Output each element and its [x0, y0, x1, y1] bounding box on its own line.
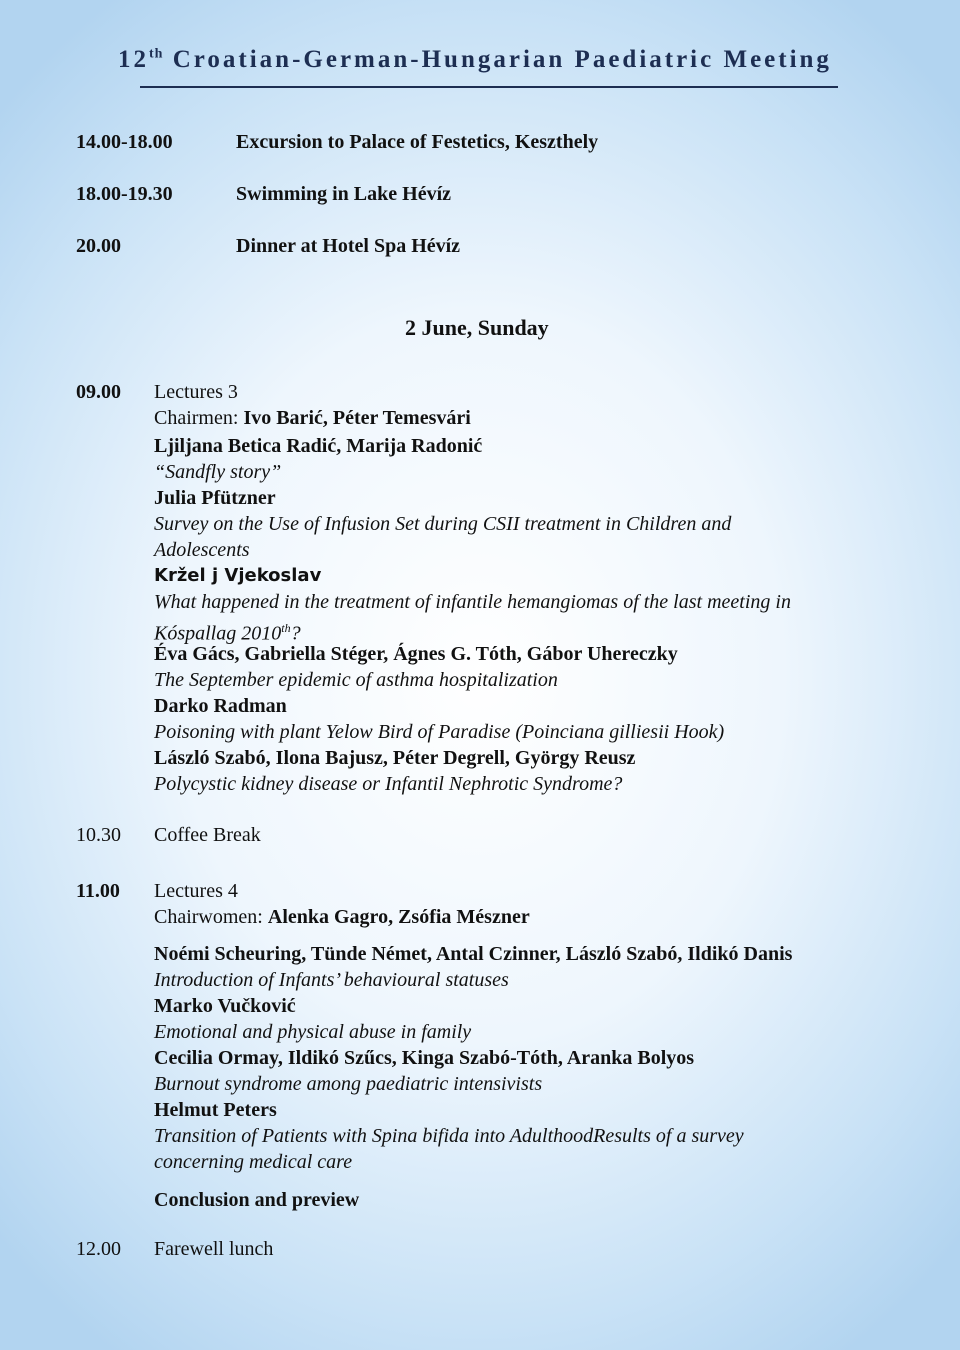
session3-chairs	[154, 406, 471, 430]
talk-title: Transition of Patients with Spina bifida into AdulthoodResults of a survey	[154, 1125, 744, 1147]
session3-time: 09.00	[76, 381, 121, 403]
talk-authors: Cecilia Ormay, Ildikó Szűcs, Kinga Szabó-Tóth, Aranka Bolyos	[154, 1047, 695, 1069]
talk-authors: Kržel j Vjekoslav	[154, 565, 322, 586]
talk-authors: Marko Vučković	[154, 995, 296, 1017]
schedule-time: 18.00-19.30	[76, 183, 173, 205]
session4-title: Lectures 4	[154, 880, 238, 902]
talk-title-continued: Adolescents	[154, 539, 250, 561]
coffee-time: 10.30	[76, 824, 121, 846]
session3-title: Lectures 3	[154, 381, 238, 403]
talk-title: Introduction of Infants’ behavioural statuses	[154, 969, 509, 991]
schedule-time: 20.00	[76, 235, 121, 257]
conclusion-label: Conclusion and preview	[154, 1189, 360, 1211]
schedule-time: 14.00-18.00	[76, 131, 173, 153]
talk-authors: Darko Radman	[154, 695, 287, 717]
talk-title: The September epidemic of asthma hospitalization	[154, 669, 558, 691]
chair-names: Ivo Barić, Péter Temesvári	[243, 407, 471, 429]
schedule-event: Dinner at Hotel Spa Hévíz	[236, 235, 461, 257]
lunch-time: 12.00	[76, 1238, 121, 1260]
talk-title-continued: concerning medical care	[154, 1151, 353, 1173]
talk-title: Emotional and physical abuse in family	[154, 1021, 472, 1043]
talk-title: Survey on the Use of Infusion Set during CSII treatment in Children and	[154, 513, 732, 535]
chair-label: Chairwomen:	[154, 906, 263, 928]
chair-label: Chairmen:	[154, 407, 239, 429]
title-ordinal: th	[149, 46, 164, 62]
talk-authors: Éva Gács, Gabriella Stéger, Ágnes G. Tóth, Gábor Uhereczky	[154, 643, 678, 665]
page-title	[118, 46, 832, 74]
schedule-event: Swimming in Lake Hévíz	[236, 183, 452, 205]
talk-title: Burnout syndrome among paediatric intensivists	[154, 1073, 543, 1095]
talk-title-part: ?	[290, 622, 301, 645]
talk-authors: László Szabó, Ilona Bajusz, Péter Degrell, György Reusz	[154, 747, 636, 769]
coffee-label: Coffee Break	[154, 824, 261, 846]
talk-authors: Noémi Scheuring, Tünde Német, Antal Czinner, László Szabó, Ildikó Danis	[154, 943, 793, 965]
session4-time: 11.00	[76, 880, 120, 902]
lunch-label: Farewell lunch	[154, 1238, 274, 1260]
talk-title-part: Kóspallag 2010	[154, 622, 282, 645]
talk-authors: Helmut Peters	[154, 1099, 277, 1121]
chair-names: Alenka Gagro, Zsófia Mészner	[267, 906, 530, 928]
talk-title: What happened in the treatment of infantile hemangiomas of the last meeting in	[154, 591, 791, 613]
talk-authors: Ljiljana Betica Radić, Marija Radonić	[154, 435, 483, 457]
day-heading: 2 June, Sunday	[405, 315, 549, 340]
talk-authors: Julia Pfützner	[154, 487, 276, 509]
ordinal-suffix: th	[281, 621, 291, 635]
talk-title: Poisoning with plant Yelow Bird of Paradise (Poinciana gilliesii Hook)	[154, 721, 725, 743]
title-underline	[140, 86, 838, 88]
talk-title: “Sandfly story”	[154, 461, 282, 483]
title-text: Croatian-German-Hungarian Paediatric Meeting	[172, 46, 832, 73]
title-number: 12	[118, 46, 149, 73]
talk-title: Polycystic kidney disease or Infantil Nephrotic Syndrome?	[154, 773, 623, 795]
schedule-event: Excursion to Palace of Festetics, Keszthely	[236, 131, 599, 153]
session4-chairs	[154, 905, 530, 929]
